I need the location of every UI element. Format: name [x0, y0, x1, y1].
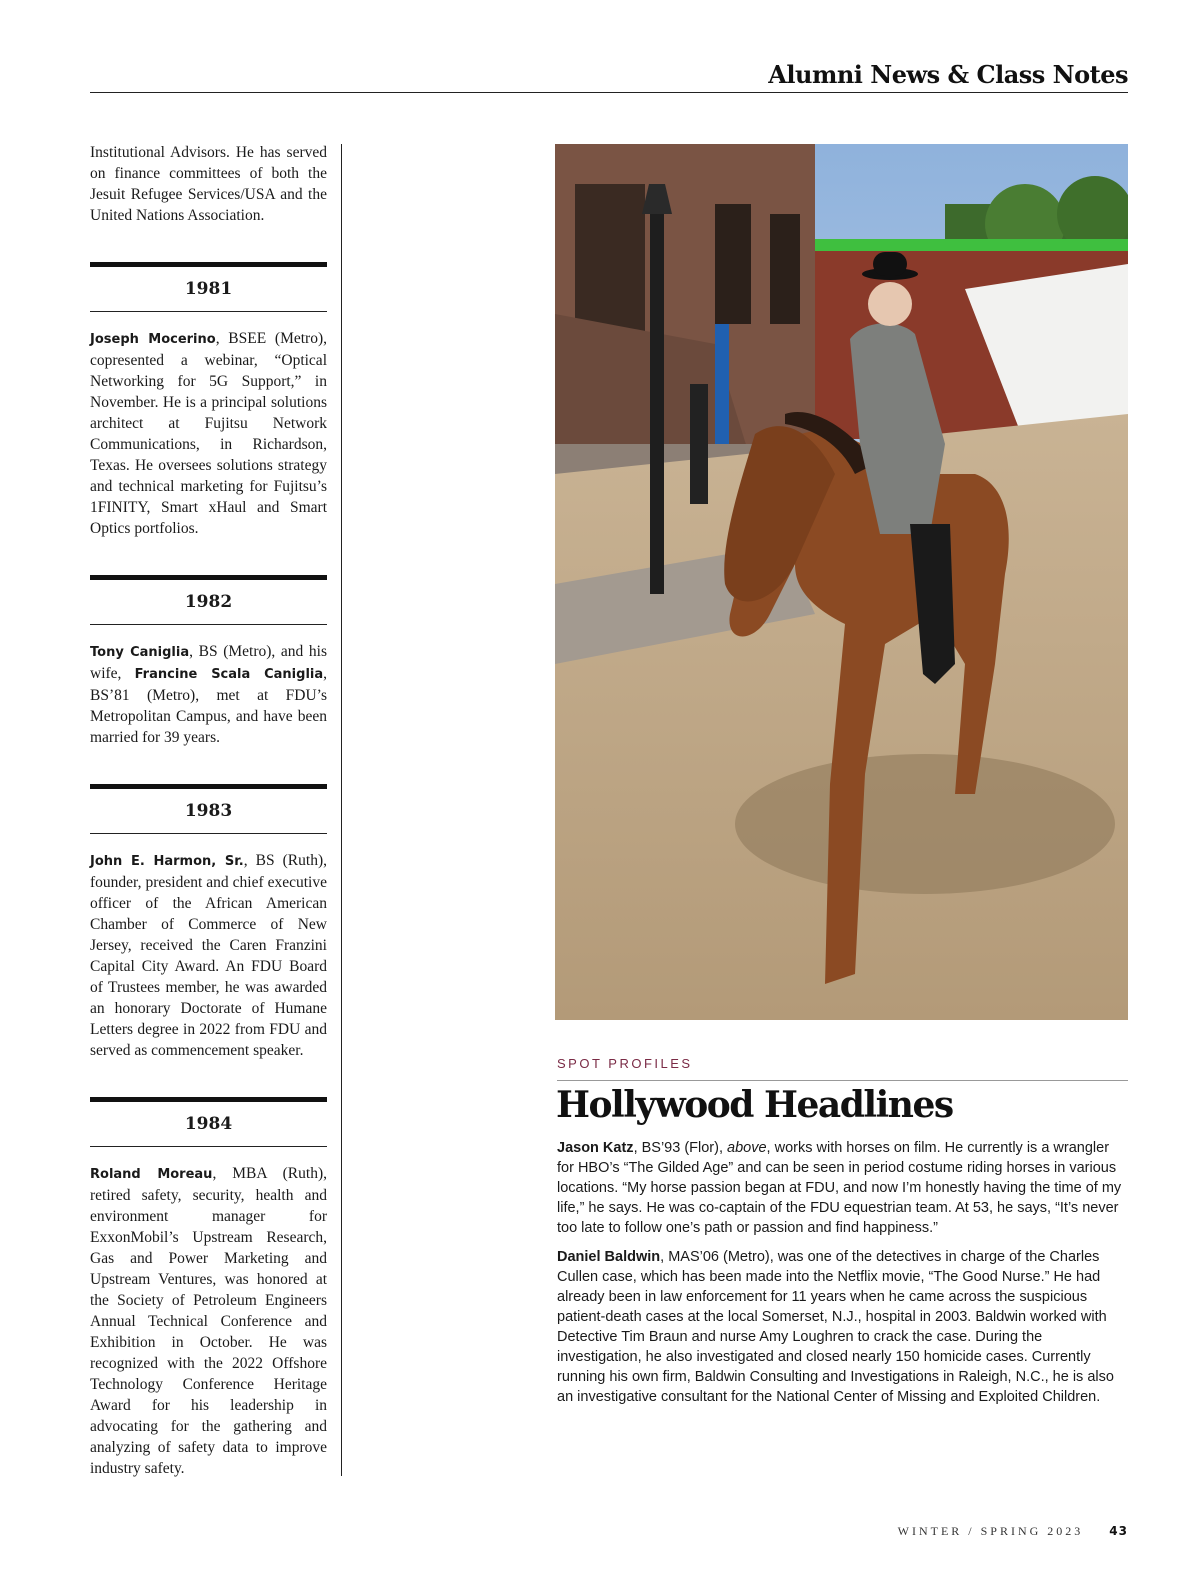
feature-paragraph-1	[557, 1138, 1128, 1238]
class-notes-column	[90, 142, 327, 1479]
feature-paragraph-2	[557, 1247, 1128, 1407]
year-section-1983	[90, 784, 327, 1061]
class-note	[90, 641, 327, 748]
alumnus-name-2: Francine Scala Caniglia	[134, 667, 324, 682]
feature-body	[557, 1138, 1128, 1416]
header-rule	[90, 92, 1128, 93]
class-note	[90, 850, 327, 1061]
paragraph-text: , works with horses on film. He currently is a wrangler for HBO’s “The Gilded Age” and can be seen in period costume riding horses in various locations. “My horse passion began at FDU, and now I’m honestly having the time of my life,” he says. He was co-captain of the FDU equestrian team. At 53, he says, “It’s never too late to follow one’s path or passion and find happiness.”	[557, 1140, 1122, 1236]
year-bottom-rule	[90, 311, 327, 312]
italic-text: above	[727, 1140, 767, 1156]
feature-headline: Hollywood Headlines	[556, 1084, 953, 1126]
page-footer	[898, 1524, 1128, 1539]
note-text: , BSEE (Metro), copresented a webinar, “Optical Networking for 5G Support,” in November. He is a principal solutions architect at Fujitsu Network Communications, in Richardson, Texas. He oversees solutions strategy and technical marketing for Fujitsu’s 1FINITY, Smart xHaul and Smart Optics portfolios.	[90, 330, 327, 537]
year-heading: 1981	[184, 279, 233, 299]
kicker-rule	[557, 1080, 1128, 1081]
note-text: , MBA (Ruth), retired safety, security, health and environment manager for ExxonMobil’s Upstream Research, Gas and Power Marketing and Upstream Ventures, was honored at the Society of Petroleum Engineers Annual Technical Conference and Exhibition in October. He was recognized with the 2022 Offshore Technology Conference Heritage Award for his leadership in advocating for the gathering and analyzing of safety data to improve industry safety.	[90, 1165, 327, 1477]
note-text: , BS (Metro), and his wife,	[90, 643, 328, 682]
year-section-1982	[90, 575, 327, 748]
issue-label: WINTER / SPRING 2023	[897, 1524, 1084, 1538]
alumnus-name: Tony Caniglia	[90, 645, 190, 660]
year-heading: 1984	[184, 1114, 233, 1134]
alumnus-name: Daniel Baldwin	[557, 1249, 661, 1265]
intro-paragraph: Institutional Advisors. He has served on finance committees of both the Jesuit Refugee Services/USA and the United Nations Association.	[90, 144, 327, 224]
year-heading: 1983	[184, 801, 233, 821]
note-text: , BS (Ruth), founder, president and chief executive officer of the African American Chamber of Commerce of New Jersey, received the Caren Franzini Capital City Award. An FDU Board of Trustees member, he was awarded an honorary Doctorate of Humane Letters degree in 2022 from FDU and served as commencement speaker.	[90, 852, 327, 1059]
class-note	[90, 328, 327, 539]
horse-rider-photo	[555, 144, 1128, 1020]
alumnus-name: John E. Harmon, Sr.	[90, 854, 244, 869]
paragraph-text: , BS’93 (Flor),	[633, 1140, 728, 1156]
year-bottom-rule	[90, 624, 327, 625]
year-bottom-rule	[90, 833, 327, 834]
alumnus-name: Roland Moreau	[90, 1167, 213, 1182]
column-divider	[341, 144, 342, 1476]
alumnus-name: Joseph Mocerino	[90, 332, 216, 347]
paragraph-text: , MAS’06 (Metro), was one of the detectives in charge of the Charles Cullen case, which has been made into the Netflix movie, “The Good Nurse.” He had already been in law enforcement for 11 years when he came across the suspicious patient-death cases at the local Somerset, N.J., hospital in 2003. Baldwin worked with Detective Tim Braun and nurse Amy Loughren to crack the case. During the investigation, he also investigated and closed nearly 150 homicide cases. Currently running his own firm, Baldwin Consulting and Investigations in Raleigh, N.C., he is also an investigative consultant for the National Center of Missing and Exploited Children.	[557, 1249, 1114, 1405]
class-note	[90, 1163, 327, 1479]
section-title: Alumni News & Class Notes	[768, 60, 1128, 89]
year-bottom-rule	[90, 1146, 327, 1147]
year-heading: 1982	[184, 592, 233, 612]
year-section-1981	[90, 262, 327, 539]
page-number: 43	[1109, 1524, 1128, 1538]
note-text-2: , BS’81 (Metro), met at FDU’s Metropolitan Campus, and have been married for 39 years.	[90, 665, 328, 746]
section-kicker: SPOT PROFILES	[557, 1056, 693, 1071]
alumnus-name: Jason Katz	[557, 1140, 634, 1156]
year-section-1984	[90, 1097, 327, 1479]
